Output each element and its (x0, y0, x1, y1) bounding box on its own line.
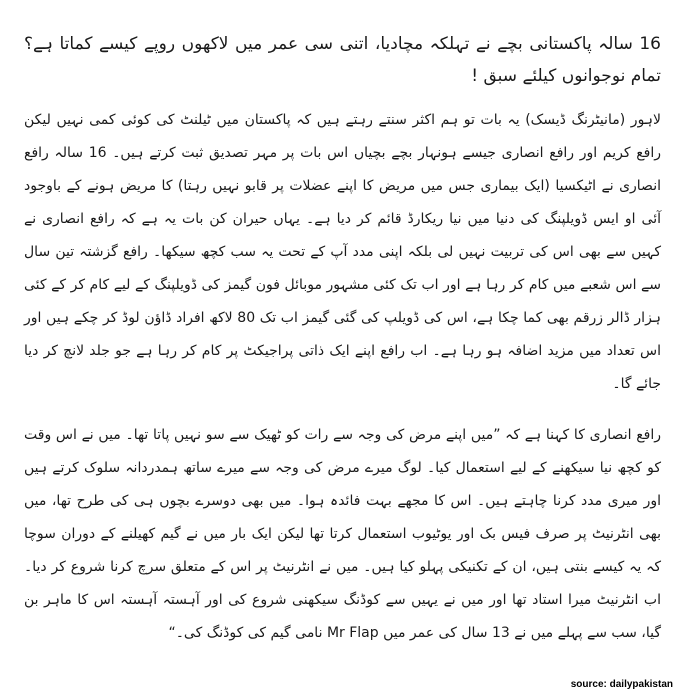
source-credit: source: dailypakistan (570, 679, 673, 690)
article-paragraph-1: لاہور (مانیٹرنگ ڈیسک) یہ بات تو ہم اکثر سنتے رہتے ہیں کہ پاکستان میں ٹیلنٹ کی کوئی کمی نہیں لیکن رافع کریم اور رافع انصاری جیسے ہونہار بچے بچیاں اس بات پر مہر تصدیق ثبت کرتے ہیں۔ 16 سالہ رافع انصاری نے اٹیکسیا (ایک بیماری جس میں مریض کا اپنے عضلات پر قابو نہیں رہتا) کا مریض ہونے کے باوجود آئی او ایس ڈویلپنگ کی دنیا میں نیا ریکارڈ قائم کر دیا ہے۔ یہاں حیران کن بات یہ ہے کہ رافع انصاری نے کہیں سے بھی اس کی تربیت نہیں لی بلکہ اپنی مدد آپ کے تحت یہ سب کچھ سیکھا۔ رافع گزشتہ تین سال سے اس شعبے میں کام کر رہا ہے اور اب تک کئی مشہور موبائل فون گیمز کی ڈویلپنگ کے لیے کام کر کے کئی ہزار ڈالر زرقم بھی کما چکا ہے، اس کی ڈویلپ کی گئی گیمز اب تک 80 لاکھ افراد ڈاؤن لوڈ کر چکے ہیں اور اس تعداد میں مزید اضافہ ہو رہا ہے۔ اب رافع اپنے ایک ذاتی پراجیکٹ پر کام کر رہا ہے جو جلد لانچ کر دیا جائے گا۔ (24, 112, 662, 392)
article-title: 16 سالہ پاکستانی بچے نے تہلکہ مچادیا، اتنی سی عمر میں لاکھوں روپے کیسے کماتا ہے؟ تمام نوجوانوں کیلئے سبق ! (24, 34, 661, 86)
article-paragraph-2: رافع انصاری کا کہنا ہے کہ ”میں اپنے مرض کی وجہ سے رات کو ٹھیک سے سو نہیں پاتا تھا۔ میں نے اس وقت کو کچھ نیا سیکھنے کے لیے استعمال کیا۔ لوگ میرے مرض کی وجہ سے میرے ساتھ ہمدردانہ سلوک کرتے ہیں اور میری مدد کرنا چاہتے ہیں۔ اس کا مجھے بہت فائدہ ہوا۔ میں بھی دوسرے بچوں ہی کی طرح تھا، میں بھی انٹرنیٹ پر صرف فیس بک اور یوٹیوب استعمال کرتا تھا لیکن ایک بار میں نے گیم کھیلنے کے دوران سوچا کہ یہ کیسے بنتی ہیں، ان کے تکنیکی پہلو کیا ہیں۔ میں نے انٹرنیٹ پر اس کے متعلق سرچ کرنا شروع کر دیا۔ اب انٹرنیٹ میرا استاد تھا اور میں نے یہیں سے کوڈنگ سیکھنی شروع کی اور آہستہ آہستہ اس کا ماہر بن گیا، سب سے پہلے میں نے 13 سال کی عمر میں Mr Flap نامی گیم کی کوڈنگ کی۔“ (24, 427, 661, 641)
